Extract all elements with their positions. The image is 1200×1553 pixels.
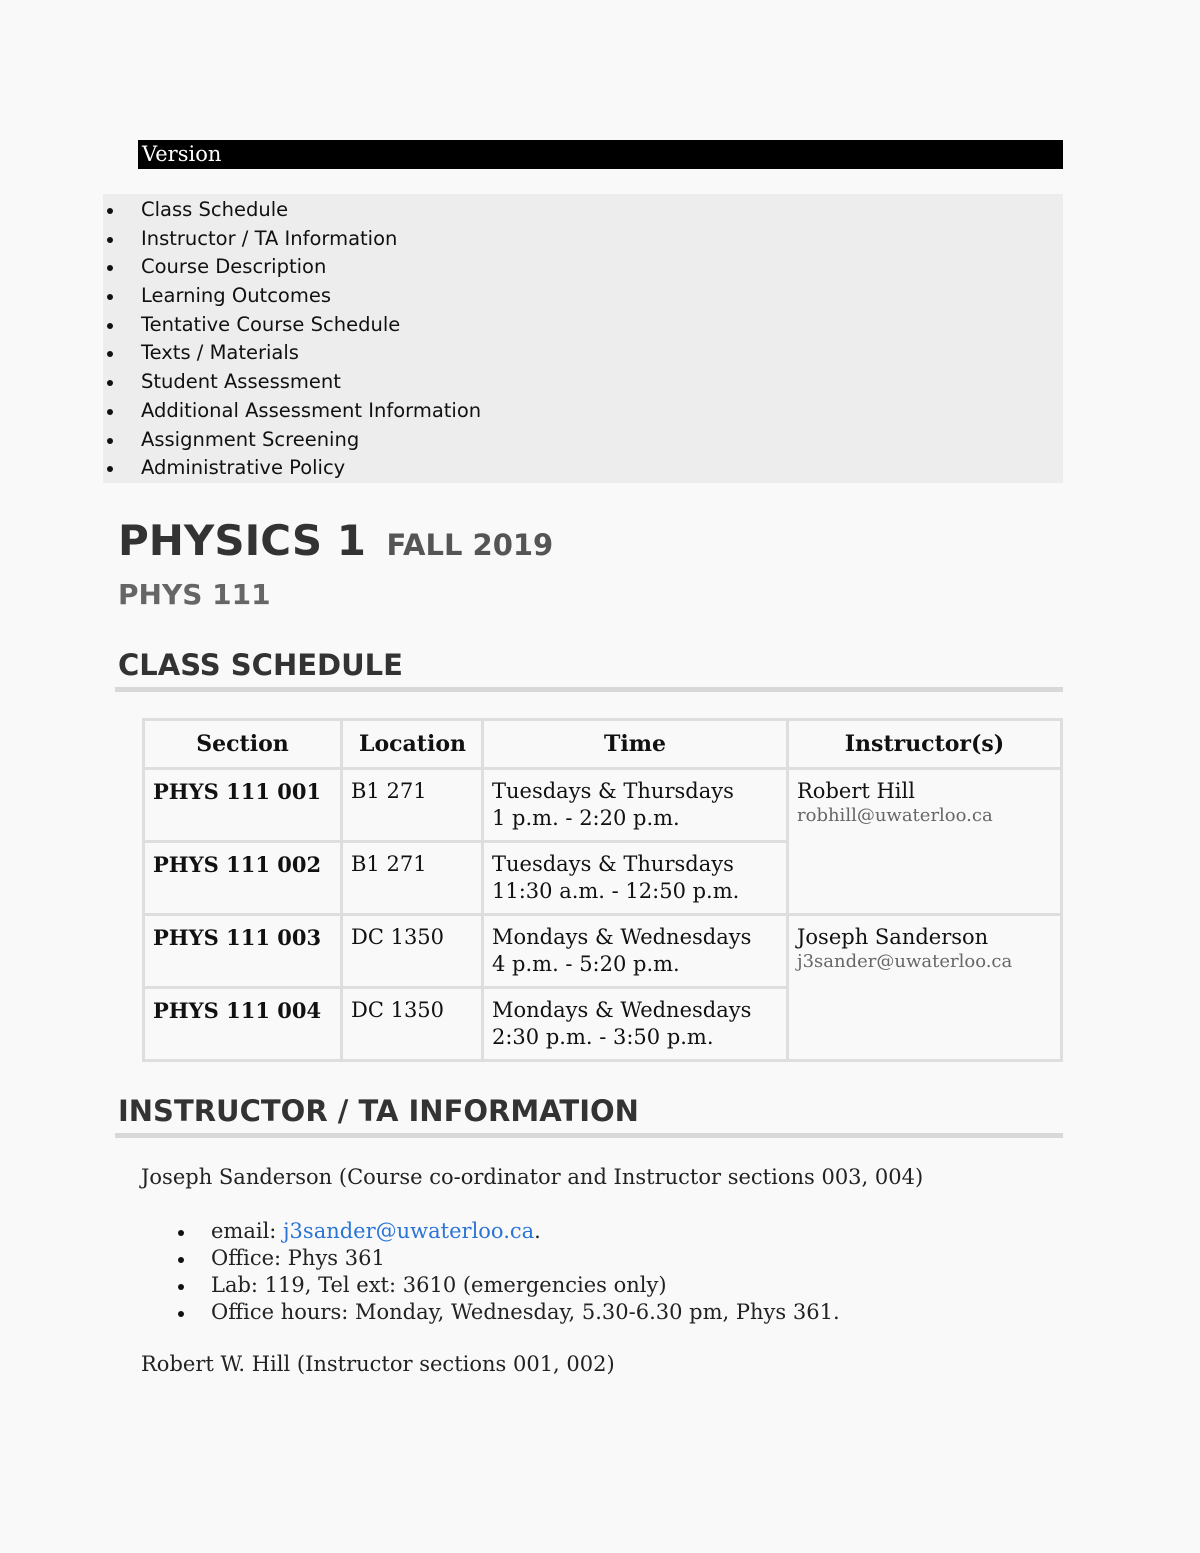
table-of-contents [103, 194, 1063, 483]
email-label: email: [211, 1219, 284, 1243]
class-schedule-table [142, 718, 1063, 1062]
days-text: Mondays & Wednesdays [492, 998, 752, 1022]
instructor-name: Joseph Sanderson [797, 925, 989, 949]
table-header-row [144, 720, 1062, 769]
time-text: 1 p.m. - 2:20 p.m. [492, 806, 680, 830]
class-schedule-heading: CLASS SCHEDULE [115, 648, 1063, 692]
section-cell: PHYS 111 003 [144, 915, 342, 988]
time-cell [483, 915, 788, 988]
toc-item-texts-materials[interactable]: Texts / Materials [103, 339, 1063, 368]
table-row [144, 769, 1062, 842]
course-title-text: PHYSICS 1 [118, 516, 366, 565]
toc-item-tentative-course-schedule[interactable]: Tentative Course Schedule [103, 311, 1063, 340]
instructor-email[interactable]: j3sander@uwaterloo.ca [797, 951, 1013, 972]
days-text: Mondays & Wednesdays [492, 925, 752, 949]
course-term: FALL 2019 [386, 528, 554, 562]
column-header-time: Time [483, 720, 788, 769]
list-item-office-hours: Office hours: Monday, Wednesday, 5.30-6.30 pm, Phys 361. [172, 1299, 840, 1326]
instructor-details-list [172, 1218, 840, 1326]
primary-instructor: Joseph Sanderson (Course co-ordinator and Instructor sections 003, 004) [141, 1165, 924, 1189]
toc-item-instructor-ta-information[interactable]: Instructor / TA Information [103, 225, 1063, 254]
instructor-name: Robert Hill [797, 779, 915, 803]
location-cell: B1 271 [342, 842, 483, 915]
list-item-office: Office: Phys 361 [172, 1245, 840, 1272]
time-cell [483, 769, 788, 842]
toc-item-student-assessment[interactable]: Student Assessment [103, 368, 1063, 397]
location-cell: DC 1350 [342, 915, 483, 988]
course-code: PHYS 111 [118, 578, 271, 611]
time-text: 4 p.m. - 5:20 p.m. [492, 952, 680, 976]
table-row [144, 915, 1062, 988]
instructor-ta-heading: INSTRUCTOR / TA INFORMATION [115, 1094, 1063, 1138]
toc-item-assignment-screening[interactable]: Assignment Screening [103, 426, 1063, 455]
column-header-location: Location [342, 720, 483, 769]
email-link[interactable]: j3sander@uwaterloo.ca [283, 1219, 535, 1243]
list-item-lab: Lab: 119, Tel ext: 3610 (emergencies only) [172, 1272, 840, 1299]
column-header-instructors: Instructor(s) [788, 720, 1062, 769]
days-text: Tuesdays & Thursdays [492, 779, 734, 803]
list-item-email [172, 1218, 840, 1245]
course-title [118, 516, 553, 565]
email-suffix: . [534, 1219, 541, 1243]
location-cell: DC 1350 [342, 988, 483, 1061]
toc-item-administrative-policy[interactable]: Administrative Policy [103, 454, 1063, 483]
time-cell [483, 988, 788, 1061]
instructor-cell [788, 915, 1062, 1061]
secondary-instructor: Robert W. Hill (Instructor sections 001, 002) [141, 1352, 615, 1376]
time-text: 2:30 p.m. - 3:50 p.m. [492, 1025, 714, 1049]
section-cell: PHYS 111 004 [144, 988, 342, 1061]
time-text: 11:30 a.m. - 12:50 p.m. [492, 879, 740, 903]
instructor-cell [788, 769, 1062, 915]
toc-item-class-schedule[interactable]: Class Schedule [103, 196, 1063, 225]
section-cell: PHYS 111 002 [144, 842, 342, 915]
toc-item-additional-assessment-information[interactable]: Additional Assessment Information [103, 397, 1063, 426]
days-text: Tuesdays & Thursdays [492, 852, 734, 876]
column-header-section: Section [144, 720, 342, 769]
toc-item-course-description[interactable]: Course Description [103, 253, 1063, 282]
section-cell: PHYS 111 001 [144, 769, 342, 842]
instructor-email[interactable]: robhill@uwaterloo.ca [797, 805, 993, 826]
location-cell: B1 271 [342, 769, 483, 842]
toc-item-learning-outcomes[interactable]: Learning Outcomes [103, 282, 1063, 311]
version-bar: Version [138, 140, 1063, 169]
time-cell [483, 842, 788, 915]
